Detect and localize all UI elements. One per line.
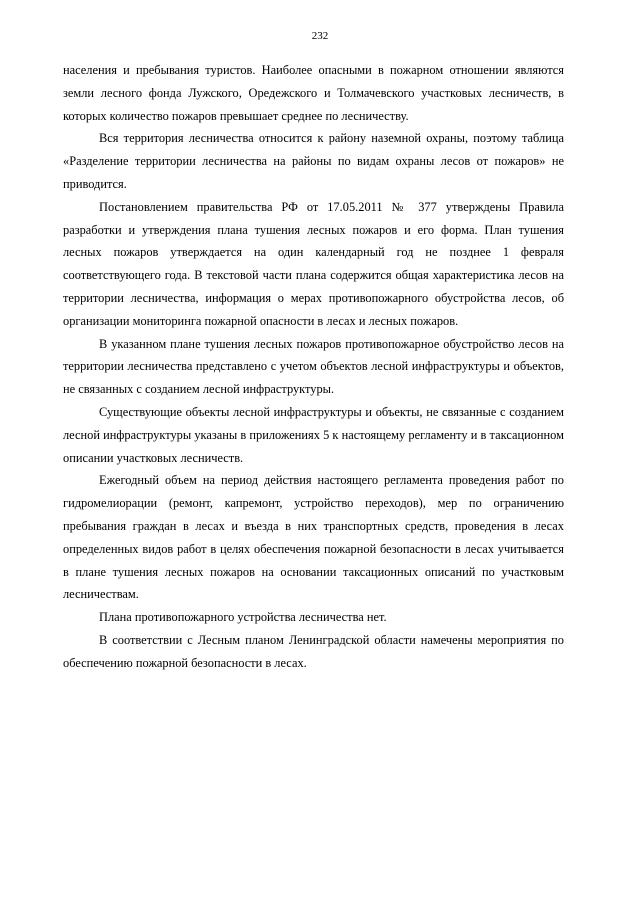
paragraph-fire-plan-infrastructure: В указанном плане тушения лесных пожаров противопожарное обустройство лесов на территории лесничества представлено с учетом объектов лесной инфраструктуры и объектов, не связанных с созданием лесной инфраструктуры. xyxy=(63,336,564,397)
paragraph-government-decree: Постановлением правительства РФ от 17.05.2011 № 377 утверждены Правила разработки и утверждения плана тушения лесных пожаров и его форма. План тушения лесных пожаров утверждается на один календарный год не позднее 1 февраля соответствующего года. В текстовой части плана содержится общая характеристика лесов на территории лесничества, информация о мерах противопожарного обустройства лесов, об организации мониторинга пожарной опасности в лесах и лесных пожаров. xyxy=(63,199,564,328)
paragraph-annual-volume: Ежегодный объем на период действия настоящего регламента проведения работ по гидромелиорации (ремонт, капремонт, устройство переходов), мер по ограничению пребывания граждан в лесах и въезда в них транспортных средств, проведения в лесах определенных видов работ в целях обеспечения пожарной безопасности в лесах учитывается в плане тушения лесных пожаров на основании таксационных описаний по участковым лесничествам. xyxy=(63,473,564,602)
paragraph-existing-objects: Существующие объекты лесной инфраструктуры и объекты, не связанные с созданием лесной инфраструктуры указаны в приложениях 5 к настоящему регламенту и в таксационном описании участковых лесничеств. xyxy=(63,404,564,465)
document-body xyxy=(63,59,564,675)
paragraph-continued: населения и пребывания туристов. Наиболее опасными в пожарном отношении являются земли лесного фонда Лужского, Оредежского и Толмачевского участковых лесничеств, в которых количество пожаров превышает среднее по лесничеству. xyxy=(63,63,564,123)
paragraph-no-plan: Плана противопожарного устройства лесничества нет. xyxy=(99,610,387,625)
page-number: 232 xyxy=(311,30,329,42)
paragraph-protection-zone: Вся территория лесничества относится к району наземной охраны, поэтому таблица «Разделение территории лесничества на районы по видам охраны лесов от пожаров» не приводится. xyxy=(63,131,564,191)
paragraph-forest-plan: В соответствии с Лесным планом Ленинградской области намечены мероприятия по обеспечению пожарной безопасности в лесах. xyxy=(63,632,564,670)
